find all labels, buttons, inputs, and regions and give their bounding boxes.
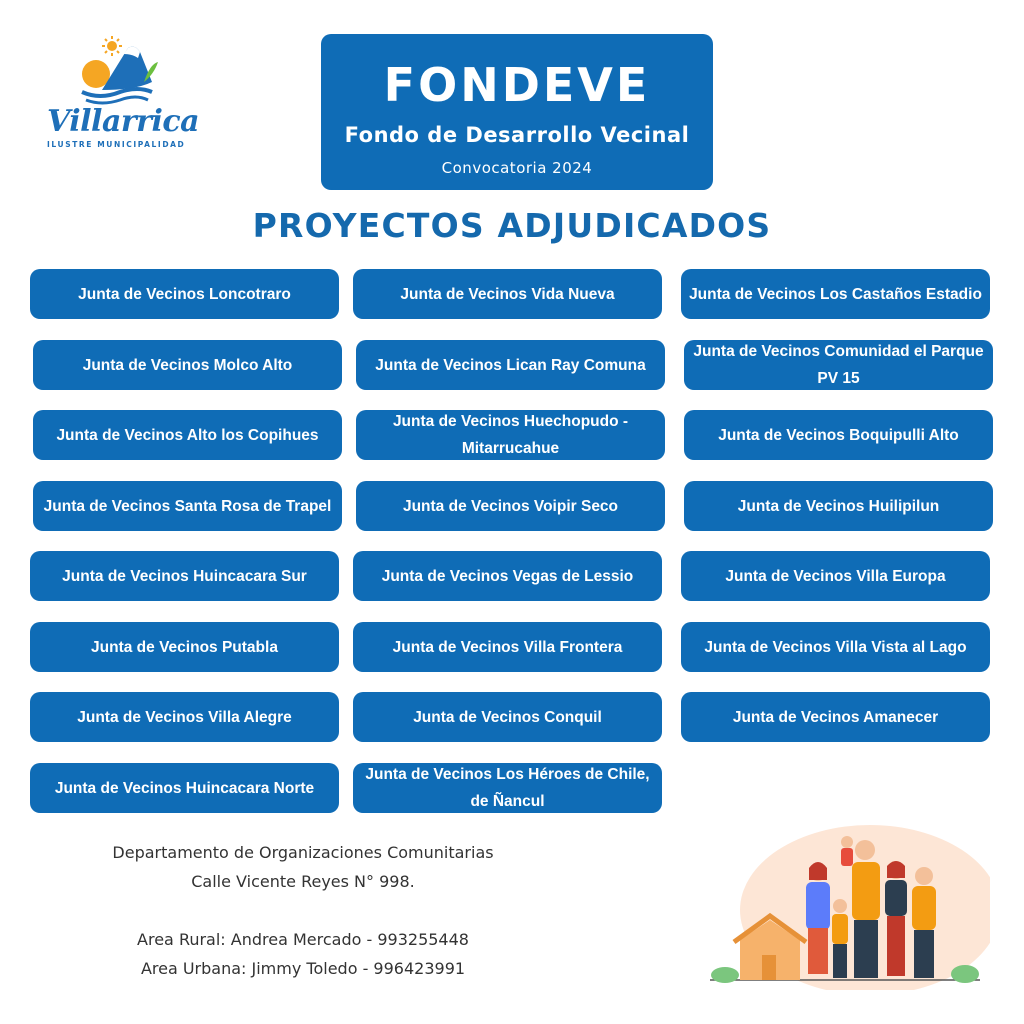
project-chip: Junta de Vecinos Huincacara Norte <box>30 763 339 813</box>
project-chip: Junta de Vecinos Villa Alegre <box>30 692 339 742</box>
footer-urban-contact: Area Urbana: Jimmy Toledo - 996423991 <box>140 959 466 978</box>
project-chip: Junta de Vecinos Huincacara Sur <box>30 551 339 601</box>
project-chip: Junta de Vecinos Vida Nueva <box>353 269 662 319</box>
project-chip: Junta de Vecinos Voipir Seco <box>356 481 665 531</box>
project-chip: Junta de Vecinos Santa Rosa de Trapel <box>33 481 342 531</box>
project-chip: Junta de Vecinos Comunidad el Parque PV 15 <box>684 340 993 390</box>
project-chip: Junta de Vecinos Alto los Copihues <box>33 410 342 460</box>
header-banner <box>321 34 713 190</box>
project-chip: Junta de Vecinos Lican Ray Comuna <box>356 340 665 390</box>
project-chip: Junta de Vecinos Molco Alto <box>33 340 342 390</box>
project-chip: Junta de Vecinos Huilipilun <box>684 481 993 531</box>
logo-subtitle: ILUSTRE MUNICIPALIDAD <box>47 140 186 149</box>
project-chip: Junta de Vecinos Huechopudo - Mitarrucahue <box>356 410 665 460</box>
footer-department: Departamento de Organizaciones Comunitarias <box>112 843 494 862</box>
header-title: FONDEVE <box>383 58 651 112</box>
footer-rural-contact: Area Rural: Andrea Mercado - 993255448 <box>137 930 469 949</box>
header-subtitle: Fondo de Desarrollo Vecinal <box>344 123 690 147</box>
project-chip: Junta de Vecinos Villa Europa <box>681 551 990 601</box>
project-chip: Junta de Vecinos Los Castaños Estadio <box>681 269 990 319</box>
project-chip: Junta de Vecinos Villa Vista al Lago <box>681 622 990 672</box>
project-chip: Junta de Vecinos Amanecer <box>681 692 990 742</box>
header-year: Convocatoria 2024 <box>441 159 593 177</box>
family-illustration-icon <box>700 820 990 990</box>
project-chip: Junta de Vecinos Vegas de Lessio <box>353 551 662 601</box>
project-chip: Junta de Vecinos Villa Frontera <box>353 622 662 672</box>
project-chip: Junta de Vecinos Boquipulli Alto <box>684 410 993 460</box>
project-chip: Junta de Vecinos Conquil <box>353 692 662 742</box>
project-chip: Junta de Vecinos Loncotraro <box>30 269 339 319</box>
logo-wordmark: Villarrica <box>47 104 200 139</box>
project-chip: Junta de Vecinos Los Héroes de Chile, de Ñancul <box>353 763 662 813</box>
section-title: PROYECTOS ADJUDICADOS <box>252 206 772 245</box>
footer-address: Calle Vicente Reyes N° 998. <box>191 872 415 891</box>
project-chip: Junta de Vecinos Putabla <box>30 622 339 672</box>
